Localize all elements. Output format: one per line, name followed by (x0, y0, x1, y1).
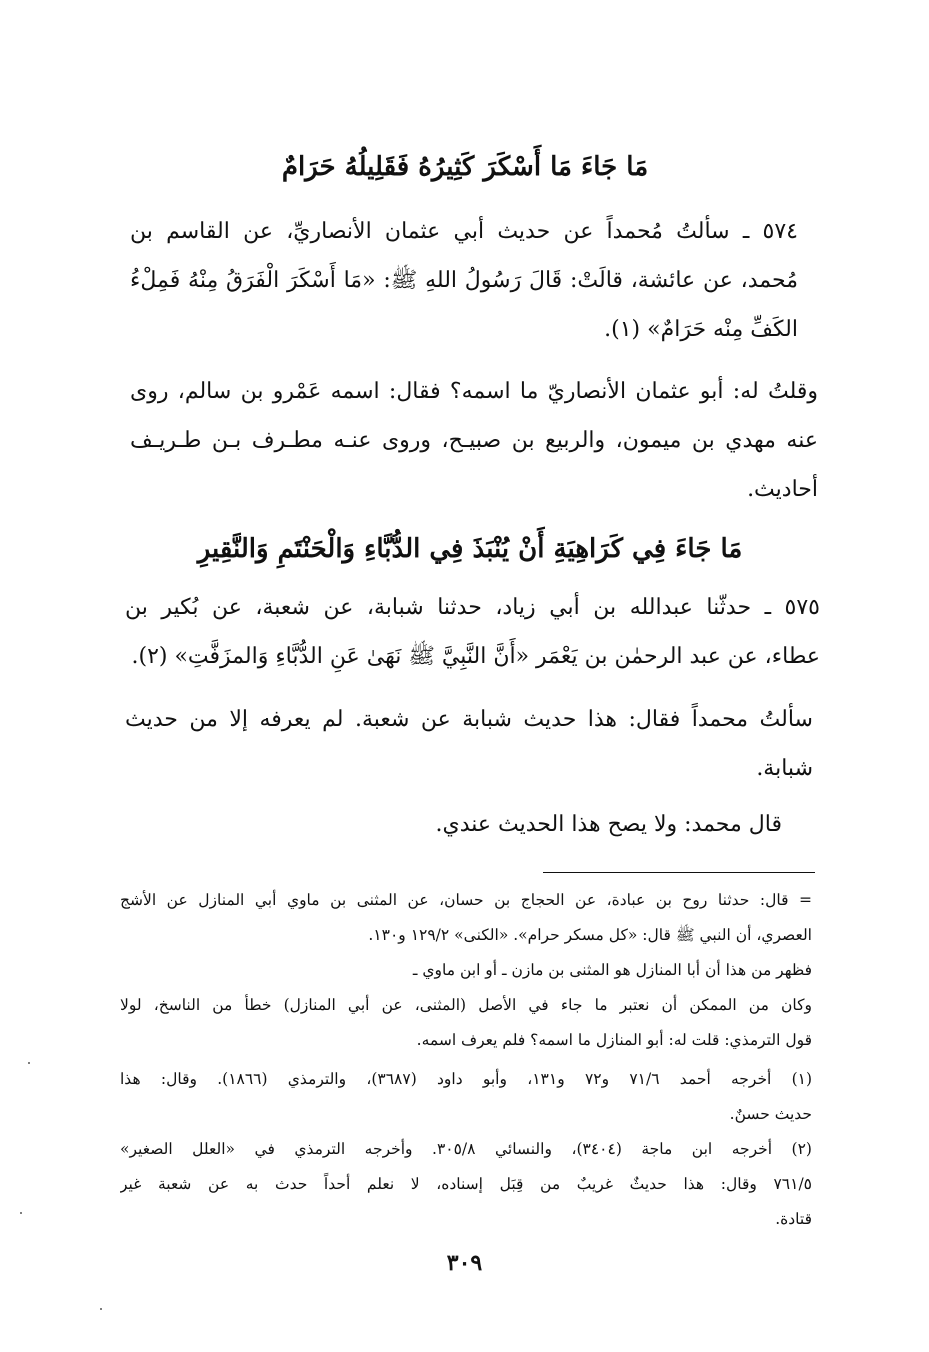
footnote-line: (١) أخرجه أحمد ٧١/٦ و٧٢ و١٣١، وأبو داود (٣٦٨٧)، والترمذي (١٨٦٦). وقال: هذا (120, 1070, 812, 1088)
commentary-574 (130, 367, 818, 514)
scan-speck (28, 1062, 30, 1064)
footnote-line: قول الترمذي: قلت له: أبو المنازل ما اسمه؟ فلم يعرف اسمه. (416, 1031, 812, 1049)
text-line: شبابة. (756, 756, 813, 781)
footnote-line: (٢) أخرجه ابن ماجة (٣٤٠٤)، والنسائي ٣٠٥/٨. وأخرجه الترمذي في «العلل الصغير» (120, 1140, 812, 1158)
text-line: سألتُ محمداً فقال: هذا حديث شبابة عن شعبة. لم يعرفه إلا من حديث (125, 707, 813, 732)
footnote-continuation (120, 883, 812, 1058)
footnote-line: العصري، أن النبي ﷺ قال: «كل مسكر حرام». «الكنى» ١٢٩/٢ و١٣٠. (368, 926, 812, 944)
text-line: أحاديث. (747, 477, 818, 502)
footnote-separator (543, 872, 815, 873)
footnote-1 (120, 1062, 812, 1132)
text-line: عنه مهدي بن ميمون، والربيع بن صبيـح، وروى عنـه مطـرف بـن طـريـف (130, 428, 818, 453)
hadith-575 (125, 583, 820, 681)
text-line: قال محمد: ولا يصح هذا الحديث عندي. (435, 812, 782, 837)
chapter-heading-2: مَا جَاءَ فِي كَرَاهِيَةِ أَنْ يُنْبَذَ فِي الدُّبَّاءِ وَالْحَنْتَمِ وَالنَّقِيرِ (197, 534, 743, 564)
scan-speck (20, 1212, 22, 1214)
text-line: الكَفِّ مِنْه حَرَامٌ» (١). (604, 317, 798, 342)
chapter-heading-1: مَا جَاءَ مَا أَسْكَرَ كَثِيرُهُ فَقَلِيلُهُ حَرَامٌ (281, 152, 649, 182)
text-line: وقلتُ له: أبو عثمان الأنصاريّ ما اسمه؟ فقال: اسمه عَمْرو بن سالم، روى (130, 379, 818, 404)
commentary-575-muhammad (400, 800, 782, 849)
footnote-line: وكان من الممكن أن نعتبر ما جاء في الأصل (المثنى، عن أبي المنازل) خطأ من الناسخ، لولا (120, 996, 812, 1014)
page-number: ٣٠٩ (446, 1250, 483, 1276)
footnote-2 (120, 1132, 812, 1237)
footnote-line: = قال: حدثنا روح بن عبادة، عن الحجاج بن حسان، عن المثنى بن ماوي أبي المنازل عن الأشج (120, 891, 812, 909)
text-line: ٥٧٥ ـ حدثّنا عبدالله بن أبي زياد، حدثنا شبابة، عن شعبة، عن بُكير بن (125, 595, 820, 620)
footnote-line: ٧٦١/٥ وقال: هذا حديثٌ غريبٌ من قِبَل إسناده، لا نعلم أحداً حدث به عن شعبة غير (120, 1175, 812, 1193)
text-line: مُحمد، عن عائشة، قالَتْ: قَالَ رَسُولُ اللهِ ﷺ: «مَا أَسْكَرَ الْفَرَقُ مِنْهُ فَمِلْءُ (130, 268, 798, 293)
footnote-line: حديث حسنٌ. (729, 1105, 812, 1123)
hadith-574 (130, 207, 798, 354)
scan-speck (100, 1308, 102, 1310)
text-line: عطاء، عن عبد الرحمٰن بن يَعْمَر «أَنَّ النَّبِيَّ ﷺ نَهَىٰ عَنِ الدُّبَّاءِ وَالمزَفَّتِ» (٢). (131, 644, 820, 669)
text-line: ٥٧٤ ـ سألتُ مُحمداً عن حديث أبي عثمان الأنصاريِّ، عن القاسم بن (130, 219, 798, 244)
footnote-line: قتادة. (775, 1210, 812, 1228)
footnote-line: فظهر من هذا أن أبا المنازل هو المثنى بن مازن ـ أو ابن ماوي ـ (412, 961, 812, 979)
commentary-575 (125, 695, 813, 793)
